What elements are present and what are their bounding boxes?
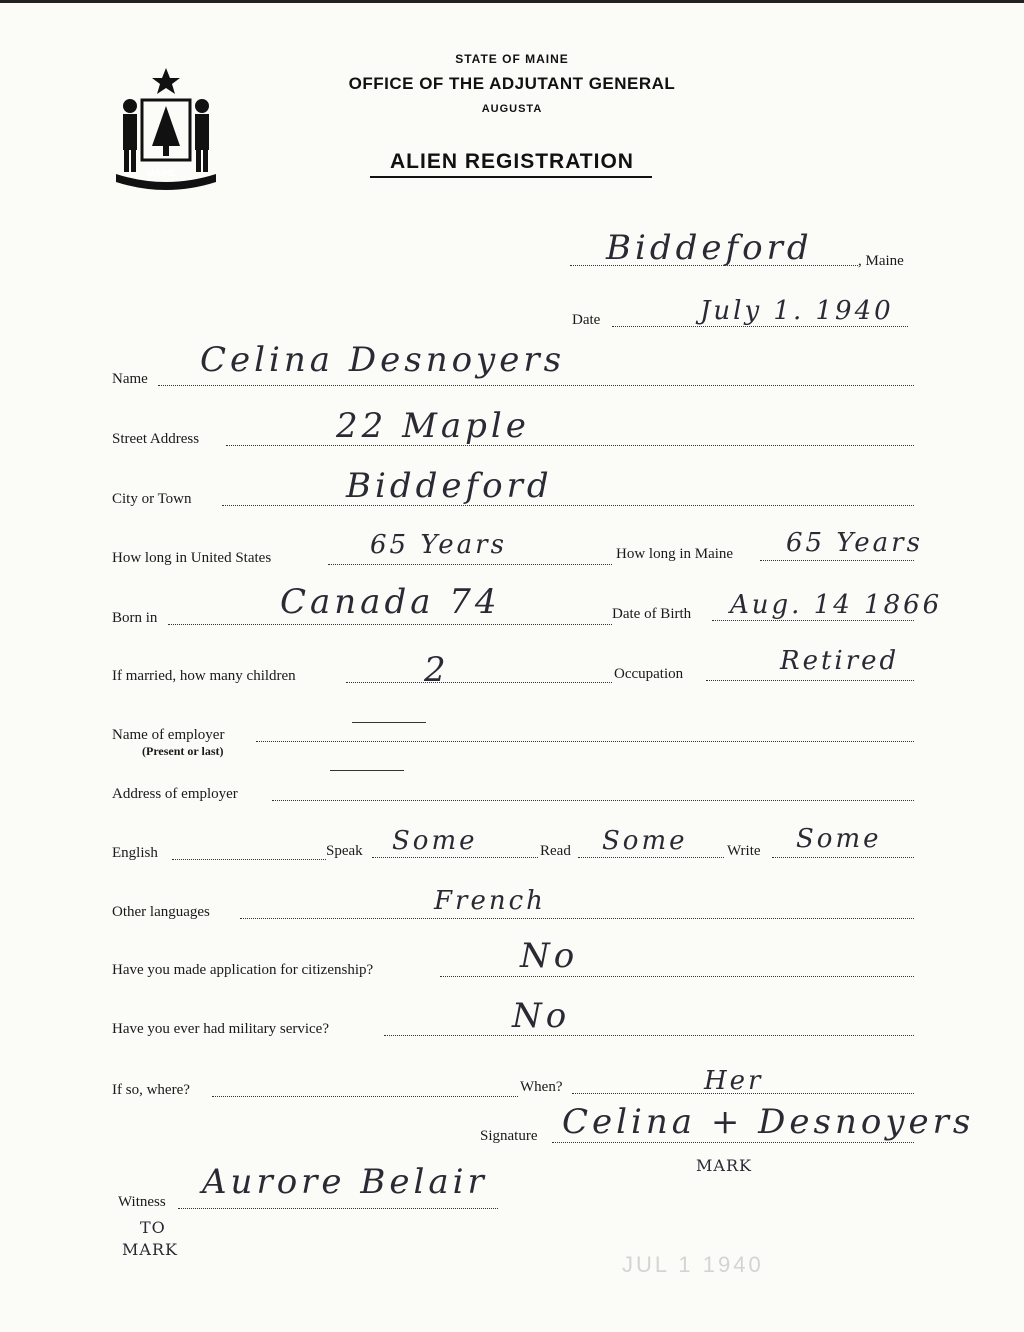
received-date-stamp: JUL 1 1940	[622, 1252, 764, 1277]
where-line	[212, 1096, 518, 1097]
signature-initials: Her	[704, 1066, 764, 1096]
employer-label: Name of employer	[112, 727, 225, 743]
place-value: Biddeford	[606, 228, 813, 268]
city-value: Biddeford	[346, 466, 553, 506]
other-languages-line	[240, 918, 914, 919]
witness-label: Witness	[118, 1194, 166, 1210]
witness-note-mark: MARK	[122, 1240, 178, 1259]
occupation-value: Retired	[780, 646, 900, 676]
dob-line	[712, 620, 914, 621]
date-label: Date	[572, 312, 601, 328]
military-value: No	[512, 996, 571, 1036]
military-label: Have you ever had military service?	[112, 1021, 329, 1037]
write-line	[772, 857, 914, 858]
speak-label: Speak	[326, 843, 363, 859]
citizenship-value: No	[520, 936, 579, 976]
children-label: If married, how many children	[112, 668, 296, 684]
read-line	[578, 857, 724, 858]
occupation-line	[706, 680, 914, 681]
name-line	[158, 385, 914, 386]
maine-years-value: 65 Years	[786, 528, 923, 558]
employer-address-dash	[330, 770, 404, 771]
citizenship-line	[440, 976, 914, 977]
english-label: English	[112, 845, 158, 861]
title-underline	[370, 176, 652, 178]
speak-value: Some	[392, 826, 478, 856]
write-label: Write	[727, 843, 761, 859]
maine-years-line	[760, 560, 914, 561]
form-title: ALIEN REGISTRATION	[390, 150, 634, 173]
witness-value: Aurore Belair	[202, 1162, 488, 1202]
when-label: When?	[520, 1079, 563, 1095]
citizenship-label: Have you made application for citizenship?	[112, 962, 374, 978]
city-label: City or Town	[112, 491, 192, 507]
signature-mark: MARK	[696, 1156, 752, 1175]
dob-value: Aug. 14 1866	[730, 590, 943, 620]
read-label: Read	[540, 843, 571, 859]
header-state: STATE OF MAINE	[455, 52, 569, 66]
scan-top-edge	[0, 0, 1024, 3]
witness-note-to: TO	[140, 1218, 166, 1237]
street-value: 22 Maple	[336, 406, 530, 446]
write-value: Some	[796, 824, 882, 854]
us-years-line	[328, 564, 612, 565]
other-languages-label: Other languages	[112, 904, 210, 920]
born-label: Born in	[112, 610, 158, 626]
signature-label: Signature	[480, 1128, 538, 1144]
english-line	[172, 859, 326, 860]
employer-sublabel: (Present or last)	[142, 744, 224, 758]
born-value: Canada 74	[280, 582, 501, 622]
witness-line	[178, 1208, 498, 1209]
born-line	[168, 624, 612, 625]
read-value: Some	[602, 826, 688, 856]
name-label: Name	[112, 371, 148, 387]
children-line	[346, 682, 612, 683]
employer-address-line	[272, 800, 914, 801]
date-line	[612, 326, 908, 327]
speak-line	[372, 857, 538, 858]
street-label: Street Address	[112, 431, 200, 447]
military-line	[384, 1035, 914, 1036]
employer-dash	[352, 722, 426, 723]
children-value: 2	[424, 650, 450, 690]
employer-address-label: Address of employer	[112, 786, 238, 802]
other-languages-value: French	[434, 886, 546, 916]
where-label: If so, where?	[112, 1082, 190, 1098]
seal-banner-text: MAINE	[147, 168, 176, 178]
city-line	[222, 505, 914, 506]
us-years-label: How long in United States	[112, 550, 272, 566]
signature-line	[552, 1142, 914, 1143]
us-years-value: 65 Years	[370, 530, 507, 560]
dob-label: Date of Birth	[612, 606, 692, 622]
place-suffix-label: , Maine	[858, 253, 904, 269]
employer-line	[256, 741, 914, 742]
maine-years-label: How long in Maine	[616, 546, 734, 562]
occupation-label: Occupation	[614, 666, 684, 682]
date-value: July 1. 1940	[700, 296, 894, 326]
header-office: OFFICE OF THE ADJUTANT GENERAL	[348, 74, 676, 93]
street-line	[226, 445, 914, 446]
name-value: Celina Desnoyers	[200, 340, 566, 380]
signature-value: Celina + Desnoyers	[562, 1102, 975, 1142]
header-city: AUGUSTA	[481, 103, 543, 115]
